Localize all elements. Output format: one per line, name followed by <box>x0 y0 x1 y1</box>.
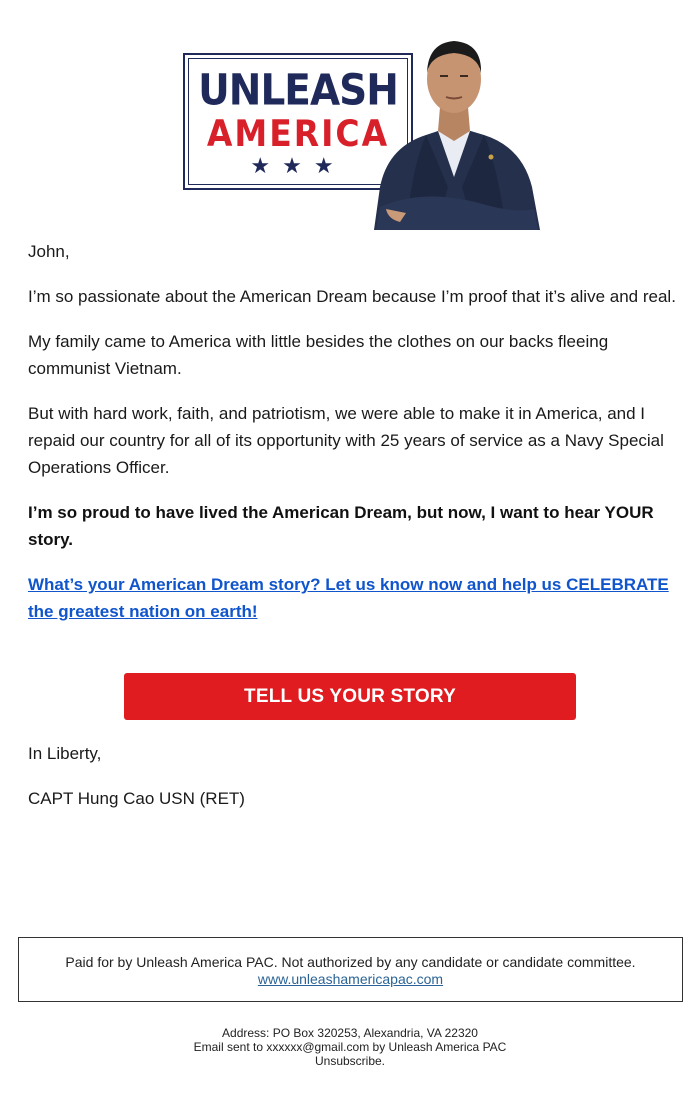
paragraph-1: I’m so passionate about the American Dream because I’m proof that it’s alive and real. <box>28 287 676 306</box>
greeting: John, <box>28 242 70 261</box>
paragraph-2: My family came to America with little besides the clothes on our backs fleeing communist Vietnam. <box>28 332 609 378</box>
paid-for-disclaimer <box>18 937 683 1002</box>
tell-us-your-story-button[interactable]: TELL US YOUR STORY <box>124 673 576 720</box>
cta-link-paragraph <box>28 571 678 625</box>
paragraph-3: But with hard work, faith, and patriotism, we were able to make it in America, and I repaid our country for all of its opportunity with 25 years of service as a Navy Special Operations Officer. <box>28 404 664 477</box>
email-header <box>0 0 700 232</box>
mailing-address: Address: PO Box 320253, Alexandria, VA 22320 <box>222 1026 478 1040</box>
signoff <box>28 740 245 830</box>
candidate-portrait <box>366 37 542 230</box>
logo-text-america: AMERICA <box>206 112 390 155</box>
pac-website-link[interactable]: www.unleashamericapac.com <box>257 971 444 987</box>
email-body <box>28 238 678 643</box>
closing: In Liberty, <box>28 744 102 763</box>
signature: CAPT Hung Cao USN (RET) <box>28 789 245 808</box>
logo-stars-icon: ★★★ <box>250 153 346 178</box>
email-sent-notice: Email sent to xxxxxx@gmail.com by Unleash America PAC <box>193 1040 507 1054</box>
disclaimer-text: Paid for by Unleash America PAC. Not authorized by any candidate or candidate committee. <box>65 954 636 970</box>
email-footer <box>0 1026 700 1068</box>
bold-paragraph: I’m so proud to have lived the American Dream, but now, I want to hear YOUR story. <box>28 503 654 549</box>
unsubscribe-link[interactable]: Unsubscribe. <box>314 1054 386 1068</box>
logo-text-unleash: UNLEASH <box>198 65 398 116</box>
american-dream-story-link[interactable]: What’s your American Dream story? Let us know now and help us CELEBRATE the greatest nation on earth! <box>28 575 669 621</box>
